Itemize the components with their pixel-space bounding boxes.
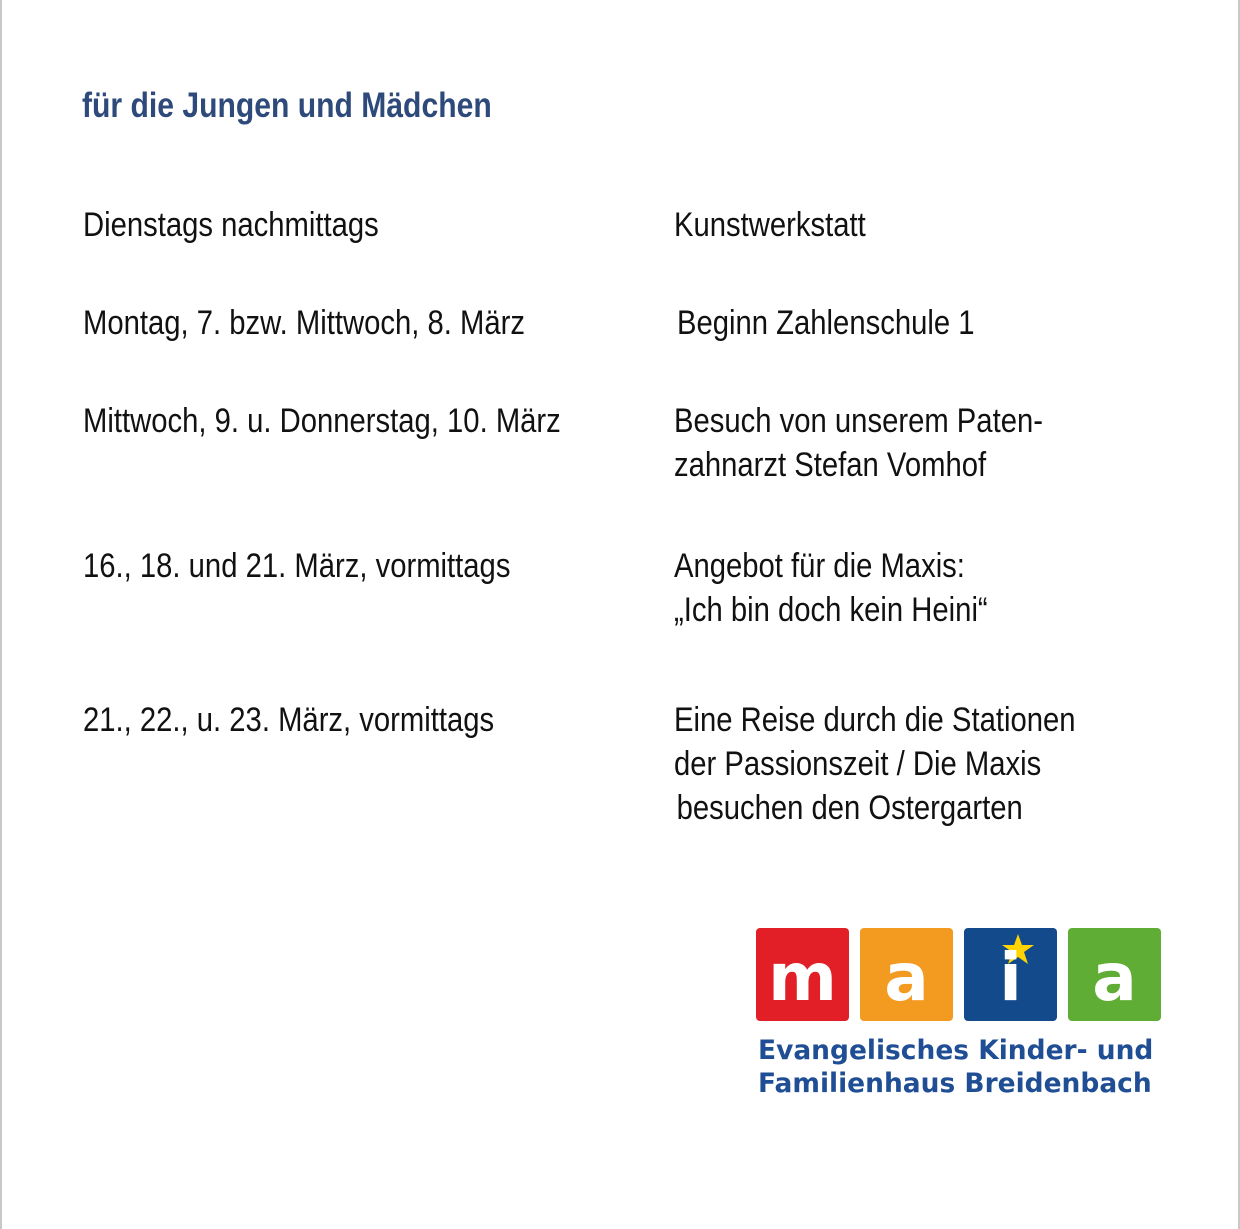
logo-caption-line: Familienhaus Breidenbach [758, 1068, 1152, 1099]
logo-letter: m [768, 939, 837, 1016]
event-line: Eine Reise durch die Stationen [674, 701, 1076, 739]
schedule-date: Montag, 7. bzw. Mittwoch, 8. März [83, 304, 526, 342]
logo-letter: a [1092, 939, 1137, 1016]
event-line: zahnarzt Stefan Vomhof [674, 446, 987, 484]
schedule-date: Dienstags nachmittags [83, 206, 379, 244]
maia-logo [754, 928, 1164, 1103]
logo-letter: a [884, 939, 929, 1016]
schedule-event [674, 698, 1075, 830]
event-line: Beginn Zahlenschule 1 [677, 304, 975, 342]
page-heading: für die Jungen und Mädchen [82, 86, 492, 125]
event-line: Besuch von unserem Paten- [674, 402, 1043, 440]
logo-letter: i [999, 939, 1022, 1016]
logo-caption [758, 1034, 1153, 1100]
logo-tile-i [964, 928, 1057, 1021]
schedule-event [674, 203, 866, 247]
logo-tiles [754, 928, 1164, 1022]
logo-tile-m [756, 928, 849, 1021]
schedule-date: 16., 18. und 21. März, vormittags [83, 547, 511, 585]
logo-tile-a [860, 928, 953, 1021]
logo-tile-a2 [1068, 928, 1161, 1021]
event-line: der Passionszeit / Die Maxis [674, 745, 1042, 783]
schedule-date: 21., 22., u. 23. März, vormittags [83, 701, 495, 739]
schedule-event [674, 399, 1043, 487]
event-line: Angebot für die Maxis: [674, 547, 965, 585]
event-line: besuchen den Ostergarten [676, 789, 1023, 827]
event-line: „Ich bin doch kein Heini“ [674, 591, 988, 629]
logo-caption-line: Evangelisches Kinder- und [758, 1035, 1154, 1066]
schedule-date: Mittwoch, 9. u. Donnerstag, 10. März [83, 402, 561, 440]
event-line: Kunstwerkstatt [674, 206, 866, 244]
schedule-event [674, 544, 988, 632]
schedule-event [677, 301, 974, 345]
